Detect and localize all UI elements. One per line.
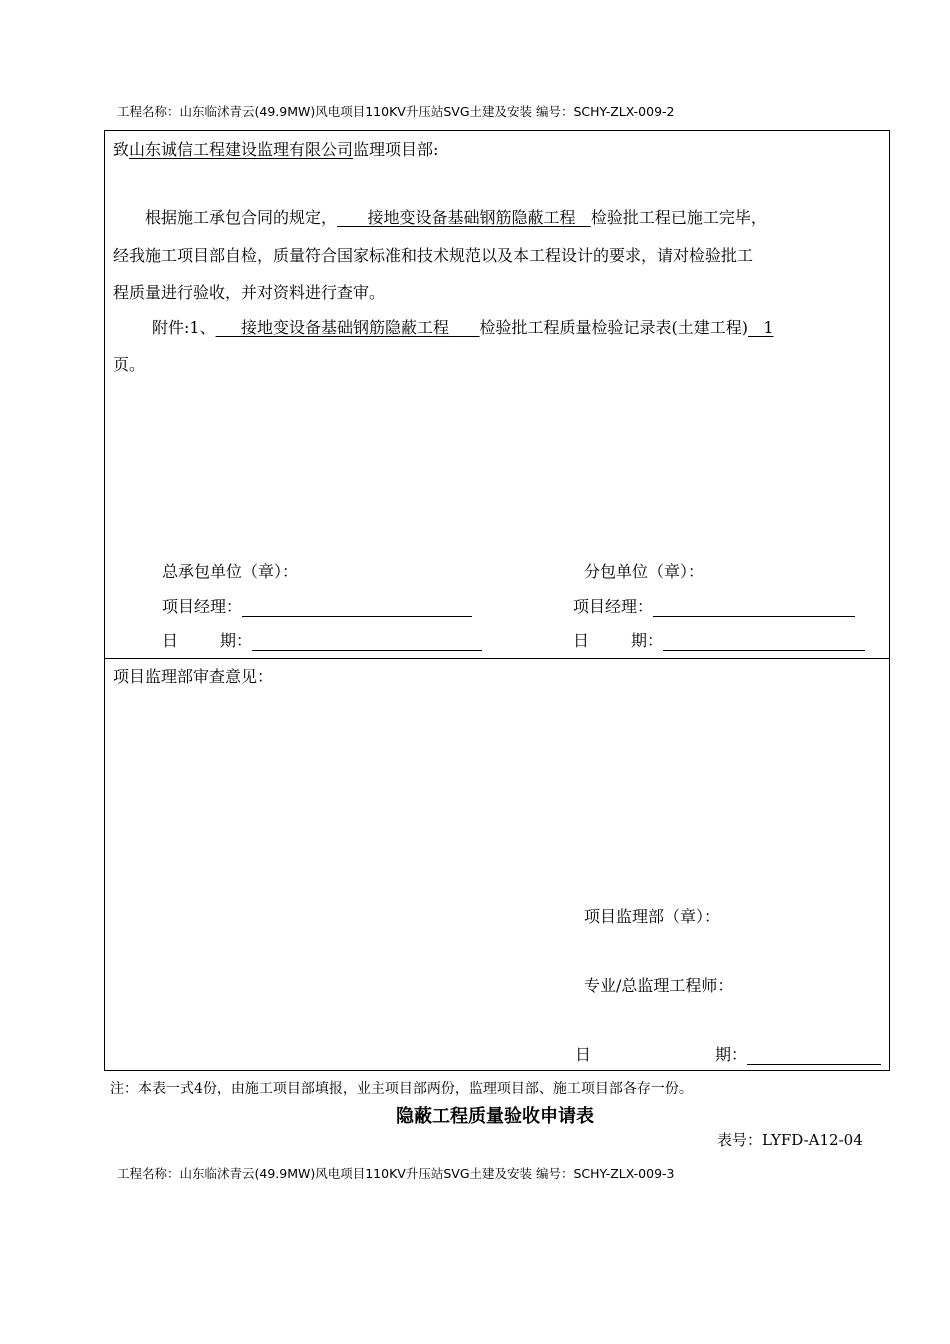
date-right-label-a: 日	[573, 631, 590, 650]
project-header-bottom: 工程名称：山东临沭青云(49.9MW)风电项目110KV升压站SVG土建及安装 编号：SCHY-ZLX-009-3	[117, 1166, 675, 1181]
body-line-3: 程质量进行验收，并对资料进行查审。	[113, 283, 386, 302]
attachment-prefix: 附件:1、	[152, 318, 216, 337]
date-left-label-b: 期：	[220, 631, 253, 650]
project-name: 接地变设备基础钢筋隐蔽工程	[367, 208, 576, 227]
date-right-blank[interactable]	[663, 632, 865, 651]
addressee-line	[113, 137, 438, 160]
project-header-top: 工程名称：山东临沭青云(49.9MW)风电项目110KV升压站SVG土建及安装 编号：SCHY-ZLX-009-2	[117, 104, 675, 119]
attachment-pages-value: 1	[763, 318, 774, 337]
body-line-1	[145, 205, 767, 228]
addressee-prefix: 致	[113, 140, 130, 159]
project-name-underlined	[337, 208, 591, 227]
form-note: 注：本表一式4份，由施工项目部填报，业主项目部两份，监理项目部、施工项目部各存一份。	[110, 1081, 693, 1097]
date-right-row	[573, 628, 865, 651]
attachment-end: 页。	[113, 355, 146, 374]
review-date-row	[575, 1042, 881, 1065]
review-date-blank[interactable]	[747, 1046, 881, 1065]
attachment-name-underlined	[216, 318, 480, 337]
section-divider	[104, 658, 890, 659]
supervision-dept-seal: 项目监理部（章）：	[584, 907, 721, 926]
addressee-suffix: 监理项目部:	[353, 140, 439, 159]
pm-right-row	[573, 594, 855, 617]
date-left-blank[interactable]	[252, 632, 482, 651]
form-title: 隐蔽工程质量验收申请表	[396, 1106, 594, 1127]
date-left-label-a: 日	[162, 631, 179, 650]
review-date-label-b: 期：	[715, 1045, 748, 1064]
form-number: 表号：LYFD-A12-04	[717, 1131, 863, 1149]
pm-right-blank[interactable]	[653, 598, 855, 617]
sub-contractor-seal: 分包单位（章）：	[584, 562, 705, 581]
pm-left-blank[interactable]	[242, 598, 472, 617]
attachment-name: 接地变设备基础钢筋隐蔽工程	[241, 318, 450, 337]
body-intro-after: 检验批工程已施工完毕，	[590, 208, 767, 227]
review-date-label-a: 日	[575, 1045, 592, 1064]
attachment-after: 检验批工程质量检验记录表(土建工程)	[479, 318, 749, 337]
attachment-line	[152, 315, 774, 338]
pm-left-label: 项目经理：	[162, 597, 243, 616]
body-line-2: 经我施工项目部自检，质量符合国家标准和技术规范以及本工程设计的要求，请对检验批工	[113, 246, 754, 265]
pm-left-row	[162, 594, 472, 617]
body-intro: 根据施工承包合同的规定，	[145, 208, 338, 227]
pm-right-label: 项目经理：	[573, 597, 654, 616]
main-contractor-seal: 总承包单位（章）：	[162, 562, 299, 581]
attachment-pages	[748, 318, 773, 337]
supervision-company: 山东诚信工程建设监理有限公司	[129, 140, 354, 159]
supervision-engineer: 专业/总监理工程师：	[584, 976, 734, 995]
date-left-row	[162, 628, 482, 651]
review-title: 项目监理部审查意见：	[113, 667, 274, 686]
date-right-label-b: 期：	[631, 631, 664, 650]
